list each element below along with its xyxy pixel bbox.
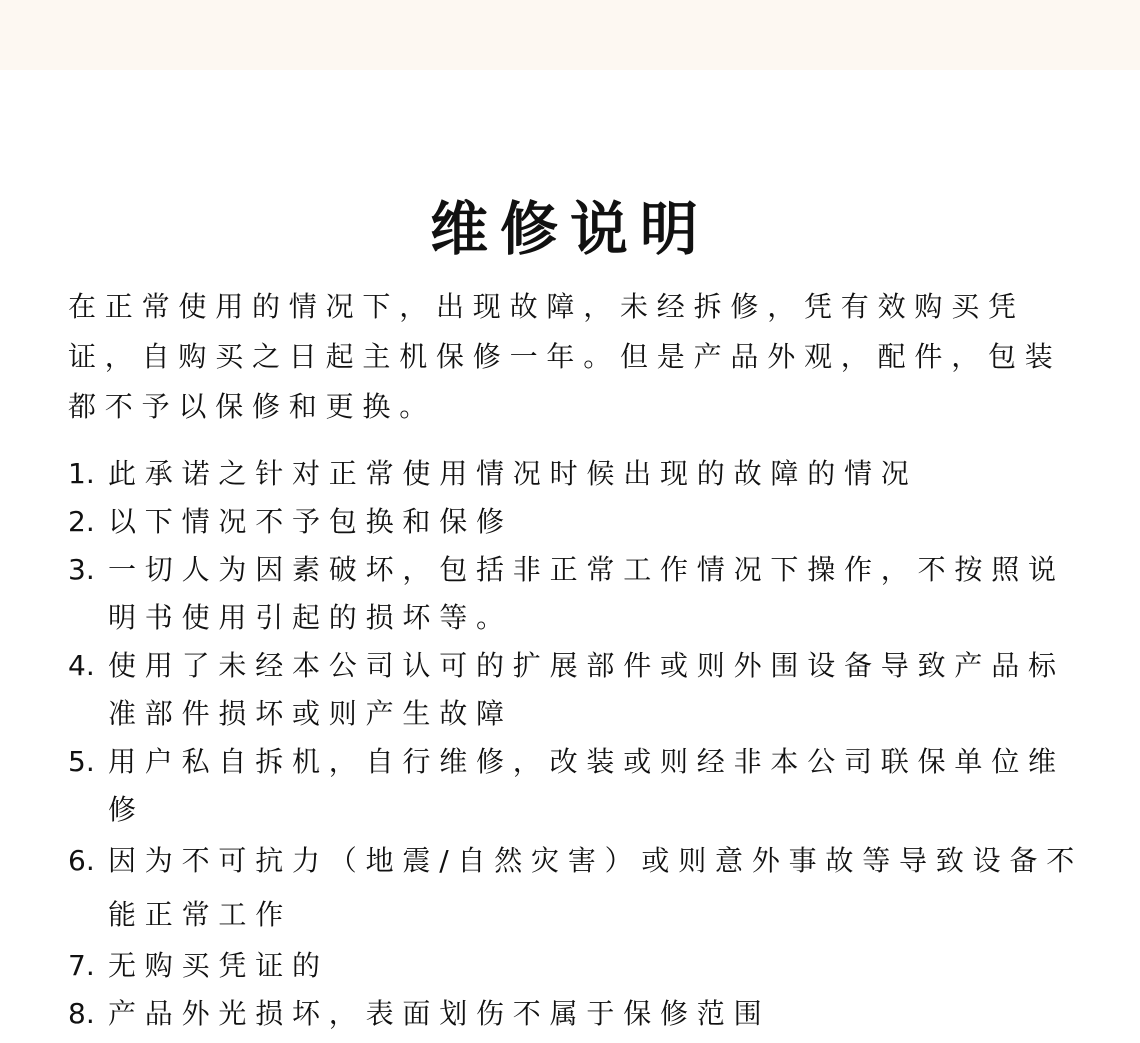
rule-text: 使用了未经本公司认可的扩展部件或则外围设备导致产品标准部件损坏或则产生故障: [108, 649, 1065, 730]
rule-text: 一切人为因素破坏，包括非正常工作情况下操作，不按照说明书使用引起的损坏等。: [108, 553, 1065, 634]
rule-number: 7.: [68, 949, 95, 982]
rule-item-5: [68, 738, 1084, 834]
rule-item-1: [68, 450, 1084, 498]
rule-number: 4.: [68, 649, 95, 682]
rule-text: 以下情况不予包换和保修: [108, 505, 513, 538]
rule-item-2: [68, 498, 1084, 546]
rule-text: 产品外光损坏，表面划伤不属于保修范围: [108, 997, 771, 1030]
rule-item-6: [68, 834, 1084, 942]
rule-text: 因为不可抗力（地震/自然灾害）或则意外事故等导致设备不能正常工作: [108, 844, 1084, 931]
rule-number: 5.: [68, 745, 95, 778]
rule-number: 8.: [68, 997, 95, 1030]
rule-number: 1.: [68, 457, 95, 490]
rule-item-4: [68, 642, 1084, 738]
rule-number: 3.: [68, 553, 95, 586]
rule-number: 2.: [68, 505, 95, 538]
rule-item-3: [68, 546, 1084, 642]
rule-number: 6.: [68, 844, 95, 877]
rule-text: 无购买凭证的: [108, 949, 329, 982]
page-title: 维修说明: [429, 194, 710, 263]
rule-item-8: [68, 990, 1084, 1038]
rule-text: 用户私自拆机，自行维修，改装或则经非本公司联保单位维修: [108, 745, 1065, 826]
rule-text: 此承诺之针对正常使用情况时候出现的故障的情况: [108, 457, 918, 490]
warranty-rules-list: [68, 450, 1084, 1038]
top-banner-band: [0, 0, 1140, 70]
rule-item-7: [68, 942, 1084, 990]
intro-paragraph: 在正常使用的情况下，出现故障，未经拆修，凭有效购买凭证，自购买之日起主机保修一年。但是产品外观，配件，包装都不予以保修和更换。: [68, 290, 1062, 423]
